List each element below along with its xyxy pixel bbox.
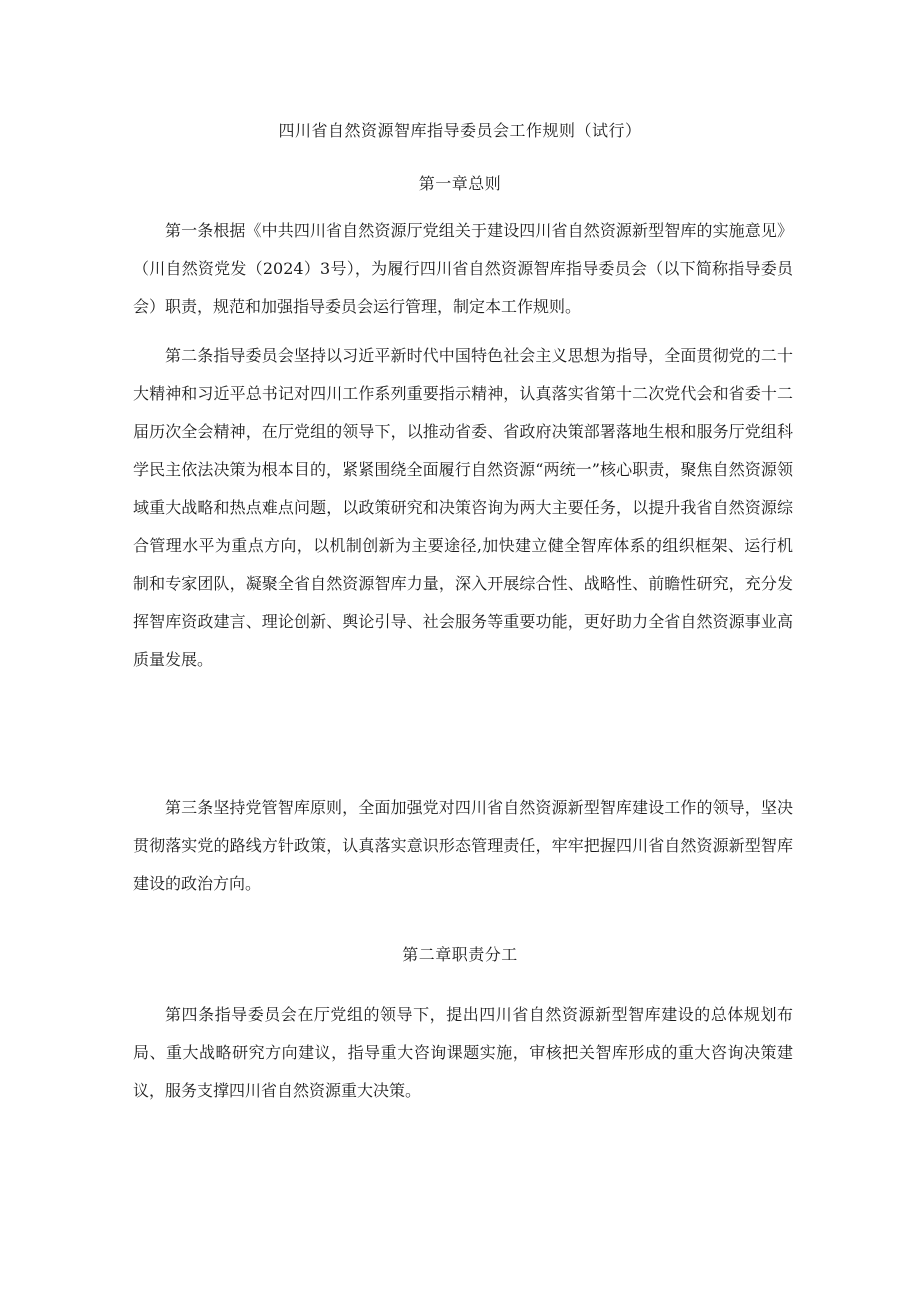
- chapter-heading-2: 第二章职责分工: [402, 945, 518, 964]
- article-2: 第二条指导委员会坚持以习近平新时代中国特色社会主义思想为指导，全面贯彻党的二十大精神和习近平总书记对四川工作系列重要指示精神，认真落实省第十二次党代会和省委十二届历次全会精神，在厅党组的领导下，以推动省委、省政府决策部署落地生根和服务厅党组科学民主依法决策为根本目的，紧紧围绕全面履行自然资源“两统一”核心职责，聚焦自然资源领域重大战略和热点难点问题，以政策研究和决策咨询为两大主要任务，以提升我省自然资源综合管理水平为重点方向，以机制创新为主要途径,加快建立健全智库体系的组织框架、运行机制和专家团队，凝聚全省自然资源智库力量，深入开展综合性、战略性、前瞻性研究，充分发挥智库资政建言、理论创新、舆论引导、社会服务等重要功能，更好助力全省自然资源事业高质量发展。: [133, 346, 793, 669]
- document-title: 四川省自然资源智库指导委员会工作规则（试行）: [278, 121, 642, 140]
- article-4: 第四条指导委员会在厅党组的领导下，提出四川省自然资源新型智库建设的总体规划布局、重大战略研究方向建议，指导重大咨询课题实施，审核把关智库形成的重大咨询决策建议，服务支撑四川省自然资源重大决策。: [133, 1005, 793, 1100]
- article-3: 第三条坚持党管智库原则，全面加强党对四川省自然资源新型智库建设工作的领导，坚决贯彻落实党的路线方针政策，认真落实意识形态管理责任，牢牢把握四川省自然资源新型智库建设的政治方向。: [133, 798, 793, 893]
- article-1: 第一条根据《中共四川省自然资源厅党组关于建设四川省自然资源新型智库的实施意见》（川自然资党发（2024）3号），为履行四川省自然资源智库指导委员会（以下简称指导委员会）职责，规范和加强指导委员会运行管理，制定本工作规则。: [133, 221, 793, 316]
- chapter-heading-1: 第一章总则: [418, 174, 502, 193]
